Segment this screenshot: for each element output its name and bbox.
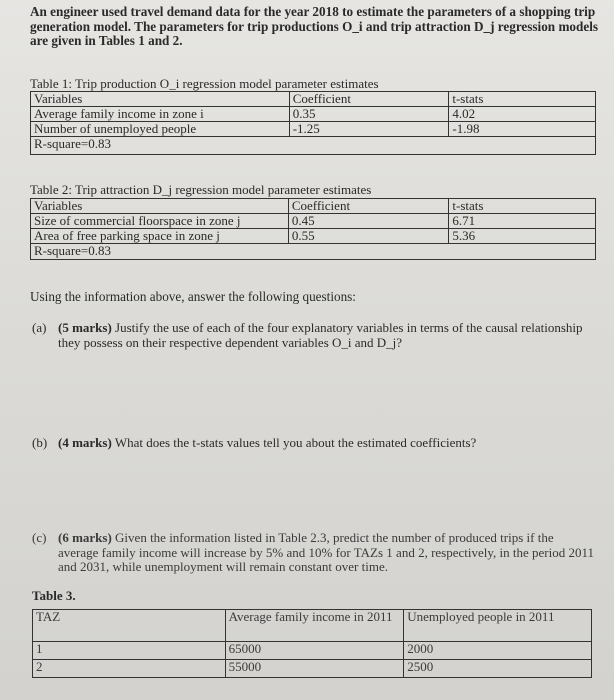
table1 (30, 91, 596, 155)
table1-footer-row (31, 137, 596, 155)
question-a-body (58, 321, 594, 350)
question-b-text: What does the t-stats values tell you about the estimated coefficients? (114, 435, 477, 450)
question-a (32, 321, 594, 350)
table2-cell: Area of free parking space in zone j (31, 229, 289, 244)
intro-paragraph (30, 5, 598, 49)
table1-cell: -1.25 (289, 122, 449, 137)
table-row (31, 214, 596, 229)
table2-caption: Table 2: Trip attraction D_j regression model parameter estimates (30, 182, 372, 197)
table2-header-coefficient: Coefficient (288, 199, 449, 214)
table2-header-tstats: t-stats (449, 199, 596, 214)
table3-cell: 1 (33, 642, 226, 660)
question-b-body (58, 436, 594, 451)
question-a-label: (a) (32, 320, 47, 335)
question-c-marks: (6 marks) (58, 530, 112, 545)
table1-header-row (31, 92, 596, 107)
table-row (31, 122, 596, 137)
table2-rsquare: R-square=0.83 (31, 244, 596, 260)
table1-rsquare: R-square=0.83 (31, 137, 596, 155)
intro-text: An engineer used travel demand data for the year 2018 to estimate the parameters of a shopping trip generation model. The parameters for trip productions O_i and trip attraction D_j regression models are given in Tables 1 and 2. (30, 4, 599, 48)
table3-cell: 65000 (225, 642, 404, 660)
question-b-label: (b) (32, 435, 48, 450)
question-c-text: Given the information listed in Table 2.3, predict the number of produced trips if the average family income will increase by 5% and 10% for TAZs 1 and 2, respectively, in the period 2011 and 2031, while unemployment will remain constant over time. (58, 530, 595, 574)
question-c-label: (c) (32, 530, 47, 545)
question-a-text: Justify the use of each of the four explanatory variables in terms of the causal relationship they possess on their respective dependent variables O_i and D_j? (58, 320, 583, 350)
question-b (32, 436, 594, 451)
table1-caption: Table 1: Trip production O_i regression model parameter estimates (30, 76, 379, 91)
instruction-text: Using the information above, answer the following questions: (30, 289, 356, 304)
table1-header-coefficient: Coefficient (289, 92, 449, 107)
table1-cell: Number of unemployed people (31, 122, 290, 137)
table2 (30, 198, 596, 260)
table3-header-row (33, 610, 592, 642)
table3-header-taz: TAZ (33, 610, 226, 642)
table2-cell: 0.45 (288, 214, 449, 229)
question-c (32, 531, 594, 575)
table2-header-row (31, 199, 596, 214)
table2-footer-row (31, 244, 596, 260)
table3-cell: 2 (33, 660, 226, 678)
table1-header-tstats: t-stats (449, 92, 596, 107)
table1-cell: Average family income in zone i (31, 107, 290, 122)
table3-header-unemployed: Unemployed people in 2011 (404, 610, 592, 642)
question-b-marks: (4 marks) (58, 435, 112, 450)
question-a-marks: (5 marks) (58, 320, 112, 335)
table1-cell: -1.98 (449, 122, 596, 137)
question-c-body (58, 531, 594, 575)
table1-header-variables: Variables (31, 92, 290, 107)
table3 (32, 609, 592, 678)
table-row (31, 107, 596, 122)
table1-cell: 0.35 (289, 107, 449, 122)
table2-cell: Size of commercial floorspace in zone j (31, 214, 289, 229)
table1-cell: 4.02 (449, 107, 596, 122)
table3-cell: 55000 (225, 660, 404, 678)
table3-caption: Table 3. (32, 588, 76, 603)
table3-header-income: Average family income in 2011 (225, 610, 404, 642)
table2-cell: 5.36 (449, 229, 596, 244)
table3-cell: 2000 (404, 642, 592, 660)
table2-cell: 0.55 (288, 229, 449, 244)
table-row (33, 660, 592, 678)
table2-cell: 6.71 (449, 214, 596, 229)
table-row (33, 642, 592, 660)
table2-header-variables: Variables (31, 199, 289, 214)
table-row (31, 229, 596, 244)
table3-cell: 2500 (404, 660, 592, 678)
